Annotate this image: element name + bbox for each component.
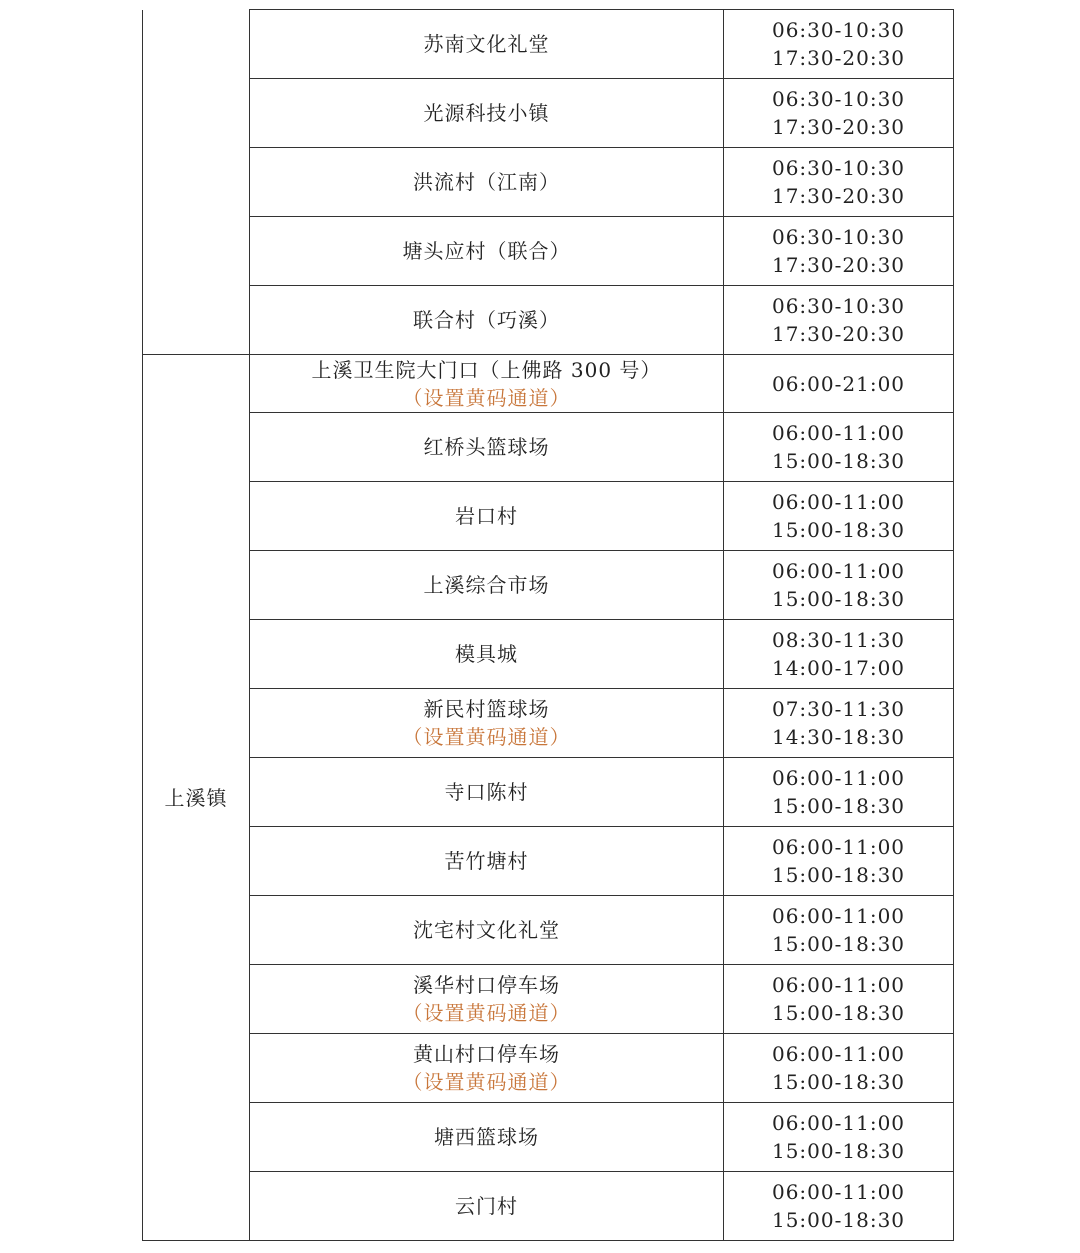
time-range: 06:30-10:30 (771, 294, 906, 318)
site-cell (250, 1103, 724, 1172)
time-range: 06:00-11:00 (771, 421, 906, 445)
time-cell (724, 896, 954, 965)
site-name: 光源科技小镇 (423, 101, 550, 125)
site-cell (250, 355, 724, 413)
time-cell (724, 758, 954, 827)
table-row (143, 482, 954, 551)
time-range: 06:00-11:00 (771, 490, 906, 514)
time-range: 15:00-18:30 (771, 587, 906, 611)
site-cell (250, 965, 724, 1034)
time-range: 07:30-11:30 (771, 697, 906, 721)
site-cell (250, 148, 724, 217)
site-cell (250, 286, 724, 355)
table-row (143, 551, 954, 620)
time-cell (724, 217, 954, 286)
time-range: 14:00-17:00 (771, 656, 906, 680)
time-range: 15:00-18:30 (771, 794, 906, 818)
table-row (143, 10, 954, 79)
site-name: 塘西篮球场 (434, 1125, 539, 1149)
time-cell (724, 689, 954, 758)
site-cell (250, 79, 724, 148)
table-row (143, 217, 954, 286)
time-range: 15:00-18:30 (771, 449, 906, 473)
time-range: 15:00-18:30 (771, 518, 906, 542)
time-cell (724, 1172, 954, 1241)
table-row (143, 79, 954, 148)
time-range: 15:00-18:30 (771, 1208, 906, 1232)
table-row (143, 1034, 954, 1103)
time-range: 06:00-11:00 (771, 559, 906, 583)
time-range: 06:00-11:00 (771, 1180, 906, 1204)
site-name: 苏南文化礼堂 (423, 32, 550, 56)
table-row (143, 827, 954, 896)
time-cell (724, 827, 954, 896)
time-cell (724, 482, 954, 551)
table-row (143, 1103, 954, 1172)
time-range: 15:00-18:30 (771, 932, 906, 956)
site-cell (250, 482, 724, 551)
time-range: 08:30-11:30 (771, 628, 906, 652)
site-cell (250, 758, 724, 827)
table-row (143, 286, 954, 355)
site-name: 模具城 (455, 642, 518, 666)
site-name: 洪流村（江南） (413, 170, 560, 194)
table-row (143, 413, 954, 482)
site-name: 上溪卫生院大门口（上佛路 300 号） (311, 357, 662, 382)
table-row (143, 1172, 954, 1241)
time-range: 06:00-21:00 (771, 371, 906, 396)
time-range: 06:30-10:30 (771, 87, 906, 111)
site-name: 塘头应村（联合） (402, 239, 571, 263)
site-name: 沈宅村文化礼堂 (413, 918, 560, 942)
site-cell (250, 413, 724, 482)
schedule-table-body (143, 10, 954, 1241)
site-name: 苦竹塘村 (444, 849, 529, 873)
time-cell (724, 148, 954, 217)
yellow-code-channel-note: （设置黄码通道） (402, 725, 571, 749)
time-cell (724, 551, 954, 620)
yellow-code-channel-note: （设置黄码通道） (402, 1070, 571, 1094)
site-cell (250, 1034, 724, 1103)
site-name: 寺口陈村 (444, 780, 529, 804)
time-cell (724, 10, 954, 79)
site-cell (250, 10, 724, 79)
yellow-code-channel-note: （设置黄码通道） (402, 385, 571, 410)
time-range: 17:30-20:30 (771, 322, 906, 346)
time-cell (724, 79, 954, 148)
town-cell (143, 10, 250, 355)
time-range: 17:30-20:30 (771, 184, 906, 208)
site-cell (250, 827, 724, 896)
table-row (143, 355, 954, 413)
town-cell: 上溪镇 (143, 355, 250, 1241)
site-name: 黄山村口停车场 (413, 1042, 560, 1066)
site-cell (250, 896, 724, 965)
site-cell (250, 1172, 724, 1241)
time-range: 06:30-10:30 (771, 18, 906, 42)
table-row (143, 965, 954, 1034)
site-cell (250, 689, 724, 758)
time-range: 17:30-20:30 (771, 253, 906, 277)
time-cell (724, 620, 954, 689)
time-cell (724, 286, 954, 355)
table-row (143, 148, 954, 217)
site-name: 云门村 (455, 1194, 518, 1218)
time-range: 06:00-11:00 (771, 835, 906, 859)
time-range: 06:30-10:30 (771, 225, 906, 249)
site-cell (250, 551, 724, 620)
site-name: 联合村（巧溪） (413, 308, 560, 332)
yellow-code-channel-note: （设置黄码通道） (402, 1001, 571, 1025)
time-range: 15:00-18:30 (771, 1001, 906, 1025)
site-name: 上溪综合市场 (423, 573, 550, 597)
time-range: 17:30-20:30 (771, 115, 906, 139)
time-cell (724, 355, 954, 413)
table-row (143, 689, 954, 758)
time-range: 17:30-20:30 (771, 46, 906, 70)
time-cell (724, 965, 954, 1034)
time-range: 15:00-18:30 (771, 1139, 906, 1163)
time-range: 06:00-11:00 (771, 1042, 906, 1066)
time-cell (724, 1034, 954, 1103)
site-name: 红桥头篮球场 (423, 435, 550, 459)
time-range: 06:00-11:00 (771, 1111, 906, 1135)
time-range: 15:00-18:30 (771, 863, 906, 887)
table-row (143, 620, 954, 689)
site-name: 岩口村 (455, 504, 518, 528)
table-row (143, 758, 954, 827)
testing-site-schedule-table (142, 9, 954, 1241)
time-range: 06:00-11:00 (771, 973, 906, 997)
time-range: 06:00-11:00 (771, 904, 906, 928)
time-range: 06:00-11:00 (771, 766, 906, 790)
site-name: 新民村篮球场 (423, 697, 550, 721)
time-cell (724, 1103, 954, 1172)
table-row (143, 896, 954, 965)
site-name: 溪华村口停车场 (413, 973, 560, 997)
site-cell (250, 217, 724, 286)
time-range: 14:30-18:30 (771, 725, 906, 749)
time-range: 06:30-10:30 (771, 156, 906, 180)
time-range: 15:00-18:30 (771, 1070, 906, 1094)
site-cell (250, 620, 724, 689)
time-cell (724, 413, 954, 482)
